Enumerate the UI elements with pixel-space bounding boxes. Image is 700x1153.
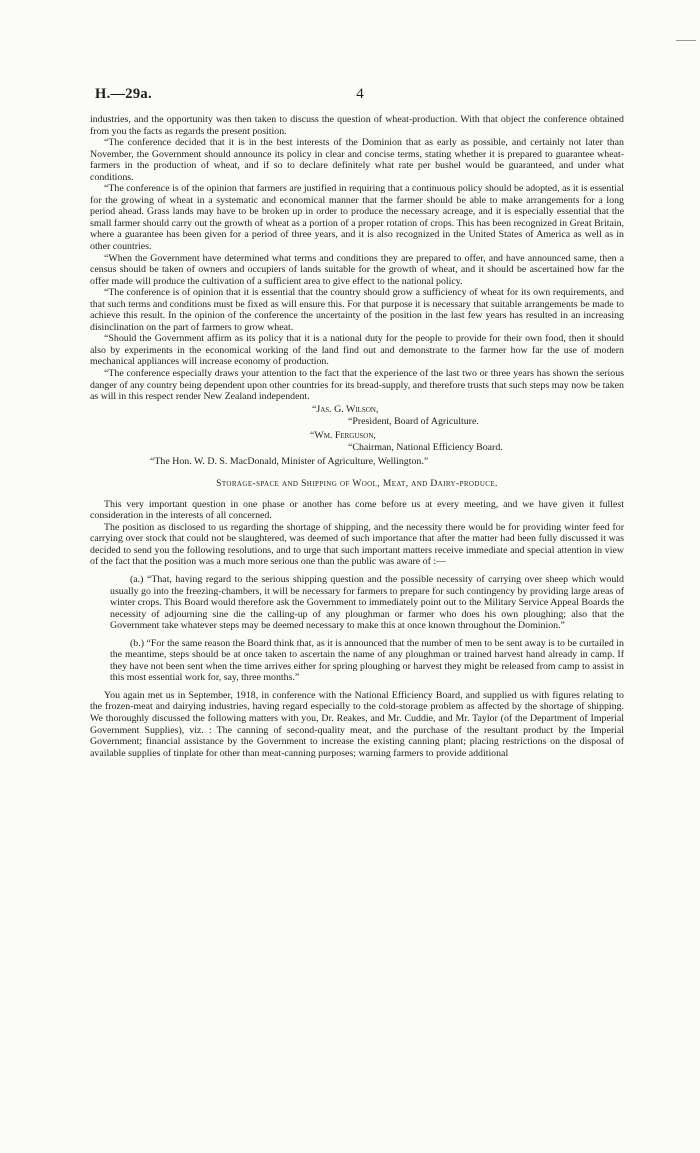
paragraph: You again met us in September, 1918, in conference with the National Efficiency Board, and supplied us with figures relating to the frozen-meat and dairying industries, having regard especially to the cold-storage problem as affected by the shortage of shipping. We thoroughly discussed the following matters with you, Dr. Reakes, and Mr. Cuddie, and Mr. Taylor (of the Department of Imperial Government Supplies), viz. : The canning of second-quality meat, and the purchase of the resultant product by the Imperial Government; financial assistance by the Government to increase the existing canning plant; placing restrictions on the disposal of available supplies of tinplate for other than meat-canning purposes; warning farmers to provide additional bbox=[90, 689, 624, 759]
resolution-b: (b.) “For the same reason the Board think that, as it is announced that the number of men to be sent away is to be curtailed in the meantime, steps should be at once taken to ascertain the name of any ploughman or trained harvest hand already in camp. If they have not been sent when the time arrives either for spring ploughing or harvest they might be released from camp to assist in this most essential work for, say, three months.” bbox=[110, 637, 624, 684]
paragraph: “The conference is of the opinion that farmers are justified in requiring that a continuous policy should be adopted, as it is essential for the growing of wheat in a systematic and economical manner that the farmer should be able to make arrangements for a long period ahead. Grass lands may have to be broken up in order to produce the necessary acreage, and it is especially essential that the small farmer should carry out the growth of wheat as a portion of a proper rotation of crops. This has been recognized in Great Britain, where a guarantee has been given for a period of three years, and it is also recognized in the United States of America as well as in other countries. bbox=[90, 183, 624, 253]
paragraph: “Should the Government affirm as its policy that it is a national duty for the people to provide for their own food, then it should also by experiments in the economical working of the land find out and demonstrate to the farmer how far the use of modern mechanical appliances will increase economy of production. bbox=[90, 333, 624, 368]
document-reference: H.—29a. bbox=[95, 86, 152, 102]
page-header bbox=[95, 86, 625, 106]
paragraph: industries, and the opportunity was then taken to discuss the question of wheat-production. With that object the conference obtained from you the facts as regards the present position. bbox=[90, 114, 624, 137]
signatory-title: “Chairman, National Efficiency Board. bbox=[348, 441, 503, 453]
section-heading: Storage-space and Shipping of Wool, Meat, and Dairy-produce. bbox=[216, 478, 498, 489]
paragraph: This very important question in one phase or another has come before us at every meeting, and we have given it fullest consideration in the interests of all concerned. bbox=[90, 498, 624, 522]
paragraph: “The conference is of opinion that it is essential that the country should grow a sufficiency of wheat for its own requirements, and that such terms and conditions must be fixed as will ensure this. For that purpose it is necessary that suitable arrangements be made to achieve this result. In the opinion of the conference the uncertainty of the position in the last few years has resulted in an increasing disinclination on the part of farmers to grow wheat. bbox=[90, 287, 624, 333]
addressee-line: “The Hon. W. D. S. MacDonald, Minister of Agriculture, Wellington.” bbox=[150, 455, 429, 467]
signatory-title: “President, Board of Agriculture. bbox=[348, 415, 479, 427]
page-body bbox=[90, 114, 624, 759]
paragraph: The position as disclosed to us regarding the shortage of shipping, and the necessity there would be for providing winter feed for carrying over stock that could not be slaughtered, was deemed of such importance that after the matter had been fully discussed it was decided to send you the following resolutions, and to urge that such important matters receive immediate and special attention in view of the fact that the position was a much more serious one than the public was aware of :— bbox=[90, 521, 624, 568]
resolutions-block bbox=[90, 574, 624, 684]
scan-mark bbox=[676, 40, 696, 41]
paragraph: “The conference decided that it is in the best interests of the Dominion that as early as possible, and certainly not later than November, the Government should announce its policy in clear and concise terms, stating whether it is prepared to guarantee wheat-farmers in the production of wheat, and if so to declare definitely what rate per bushel would be guaranteed, and under what conditions. bbox=[90, 137, 624, 183]
paragraph: “When the Government have determined what terms and conditions they are prepared to offer, and have announced same, then a census should be taken of owners and occupiers of lands suitable for the growth of wheat, and it should be ascertained how far the offer made will produce the cultivation of a sufficient area to give effect to the national policy. bbox=[90, 252, 624, 287]
paragraph: “The conference especially draws your attention to the fact that the experience of the last two or three years has shown the serious danger of any country being dependent upon other countries for its bread-supply, and therefore trusts that such steps may now be taken as will in this respect render New Zealand independent. bbox=[90, 368, 624, 403]
resolution-a: (a.) “That, having regard to the serious shipping question and the possible necessity of carrying over sheep which would usually go into the freezing-chambers, it will be necessary for farmers to prepare for such contingency by providing large areas of winter crops. This Board would therefore ask the Government to immediately point out to the Military Service Appeal Boards the necessity of adjourning sine die the calling-up of any ploughman or farmer who does his own ploughing; also that the Government take whatever steps may be deemed necessary to make this at once known throughout the Dominion.” bbox=[110, 573, 624, 632]
page-number: 4 bbox=[356, 86, 364, 102]
signatory-name: “Wm. Ferguson, bbox=[310, 429, 376, 441]
signatory-name: “Jas. G. Wilson, bbox=[312, 403, 379, 415]
